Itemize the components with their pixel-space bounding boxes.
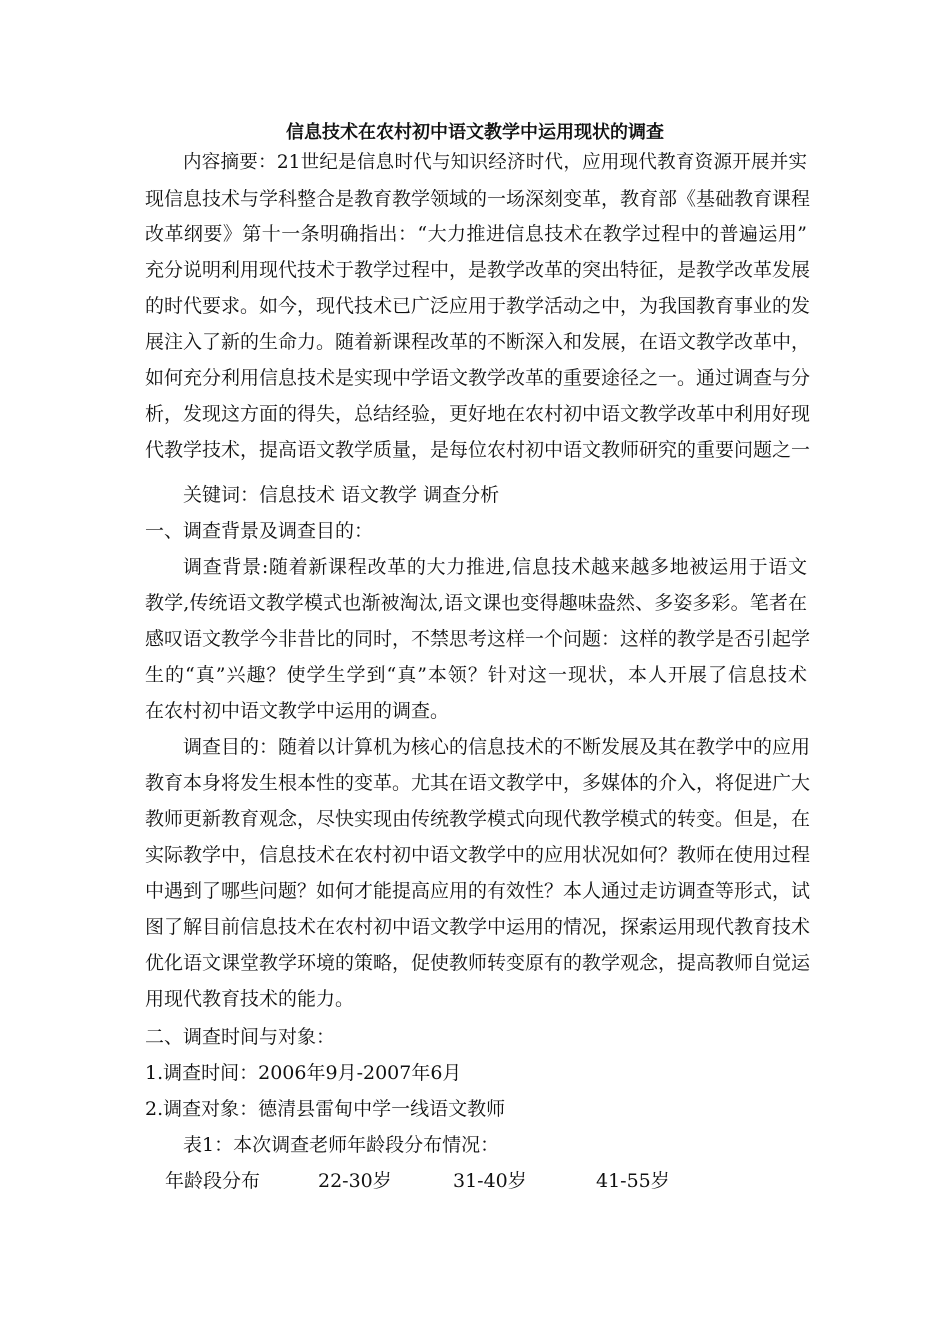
background-line-5: 在农村初中语文教学中运用的调查。 (145, 700, 450, 722)
table-caption: 表1：本次调查老师年龄段分布情况： (183, 1134, 500, 1156)
abstract-line-7: 如何充分利用信息技术是实现中学语文教学改革的重要途径之一。通过调查与分 (145, 367, 811, 389)
background-line-1: 调查背景:随着新课程改革的大力推进,信息技术越来越多地被运用于语文 (183, 556, 807, 578)
background-line-2: 教学,传统语文教学模式也渐被淘汰,语文课也变得趣味盎然、多姿多彩。笔者在 (145, 592, 807, 614)
keywords-line: 关键词：信息技术 语文教学 调查分析 (183, 484, 500, 506)
age-table-header-41-55: 41-55岁 (596, 1170, 670, 1192)
purpose-line-4: 实际教学中，信息技术在农村初中语文教学中的应用状况如何？教师在使用过程 (145, 844, 811, 866)
background-line-4: 生的“真”兴趣？使学生学到“真”本领？针对这一现状，本人开展了信息技术 (145, 664, 807, 686)
abstract-line-4: 充分说明利用现代技术于教学过程中，是教学改革的突出特征，是教学改革发展 (145, 259, 811, 281)
abstract-line-8: 析，发现这方面的得失，总结经验，更好地在农村初中语文教学改革中利用好现 (145, 403, 811, 425)
purpose-line-6: 图了解目前信息技术在农村初中语文教学中运用的情况，探索运用现代教育技术 (145, 916, 811, 938)
age-table-header-label: 年龄段分布 (165, 1170, 261, 1192)
purpose-line-1: 调查目的：随着以计算机为核心的信息技术的不断发展及其在教学中的应用 (183, 736, 811, 758)
purpose-line-8: 用现代教育技术的能力。 (145, 988, 355, 1010)
age-table-header-row (165, 1166, 725, 1196)
purpose-line-3: 教师更新教育观念，尽快实现由传统教学模式向现代教学模式的转变。但是，在 (145, 808, 811, 830)
abstract-line-9: 代教学技术，提高语文教学质量，是每位农村初中语文教师研究的重要问题之一 (145, 439, 811, 461)
age-table-header-31-40: 31-40岁 (453, 1170, 527, 1192)
background-line-3: 感叹语文教学今非昔比的同时，不禁思考这样一个问题：这样的教学是否引起学 (145, 628, 811, 650)
abstract-line-1: 内容摘要：21世纪是信息时代与知识经济时代，应用现代教育资源开展并实 (183, 152, 807, 173)
abstract-line-5: 的时代要求。如今，现代技术已广泛应用于教学活动之中，为我国教育事业的发 (145, 295, 811, 317)
abstract-line-6: 展注入了新的生命力。随着新课程改革的不断深入和发展，在语文教学改革中， (145, 331, 811, 353)
section-heading-1: 一、调查背景及调查目的： (145, 520, 374, 542)
survey-time: 1.调查时间：2006年9月-2007年6月 (145, 1062, 462, 1084)
abstract-line-2: 现信息技术与学科整合是教育教学领域的一场深刻变革，教育部《基础教育课程 (145, 188, 811, 210)
document-title: 信息技术在农村初中语文教学中运用现状的调查 (286, 122, 664, 143)
purpose-line-5: 中遇到了哪些问题？如何才能提高应用的有效性？本人通过走访调查等形式，试 (145, 880, 811, 902)
purpose-line-7: 优化语文课堂教学环境的策略，促使教师转变原有的教学观念，提高教师自觉运 (145, 952, 811, 974)
survey-subject: 2.调查对象：德清县雷甸中学一线语文教师 (145, 1098, 506, 1120)
purpose-line-2: 教育本身将发生根本性的变革。尤其在语文教学中，多媒体的介入，将促进广大 (145, 772, 811, 794)
abstract-line-3: 改革纲要》第十一条明确指出：“大力推进信息技术在教学过程中的普遍运用” (145, 223, 807, 245)
section-heading-2: 二、调查时间与对象： (145, 1026, 336, 1048)
age-table-header-22-30: 22-30岁 (318, 1170, 392, 1192)
